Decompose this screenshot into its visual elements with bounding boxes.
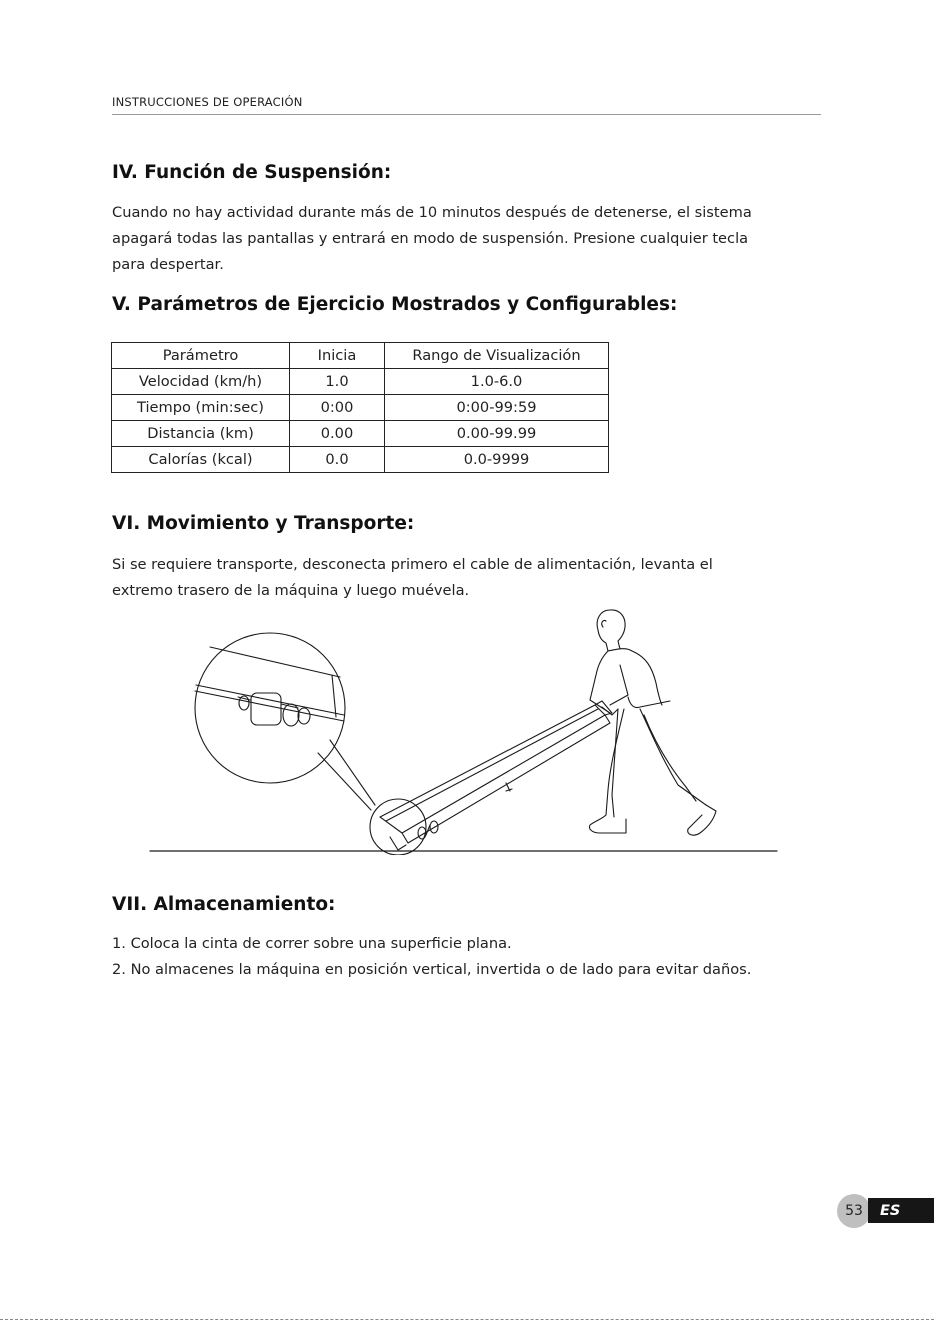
table-header-cell: Parámetro (112, 343, 290, 369)
table-cell: Distancia (km) (112, 421, 290, 447)
suspension-line: apagará todas las pantallas y entrará en modo de suspensión. Presione cualquier tecla (112, 230, 749, 247)
table-cell: 0.00 (290, 421, 385, 447)
person-moving-treadmill-illustration (140, 605, 785, 855)
table-cell: Tiempo (min:sec) (112, 395, 290, 421)
table-row (112, 369, 609, 395)
language-tab: ES (868, 1198, 934, 1223)
storage-list-item: 1. Coloca la cinta de correr sobre una superficie plana. (112, 935, 512, 952)
table-row (112, 447, 609, 473)
table-cell: Calorías (kcal) (112, 447, 290, 473)
suspension-line: para despertar. (112, 256, 224, 273)
suspension-paragraph (112, 200, 752, 278)
transport-line: Si se requiere transporte, desconecta primero el cable de alimentación, levanta el (112, 556, 713, 573)
table-header-row (112, 343, 609, 369)
table-row (112, 395, 609, 421)
table-cell: 0:00 (290, 395, 385, 421)
storage-list-item: 2. No almacenes la máquina en posición vertical, invertida o de lado para evitar daños. (112, 961, 752, 978)
section-title-transport: VI. Movimiento y Transporte: (112, 513, 415, 534)
table-cell: 0:00-99:59 (385, 395, 609, 421)
section-title-suspension: IV. Función de Suspensión: (112, 162, 392, 183)
wheel-detail-magnifier (195, 633, 375, 810)
table-cell: Velocidad (km/h) (112, 369, 290, 395)
transport-line: extremo trasero de la máquina y luego muévela. (112, 582, 470, 599)
section-title-storage: VII. Almacenamiento: (112, 894, 336, 915)
person-figure (589, 610, 716, 835)
running-header: INSTRUCCIONES DE OPERACIÓN (112, 95, 821, 115)
storage-list (112, 931, 751, 983)
table-row (112, 421, 609, 447)
section-title-parameters: V. Parámetros de Ejercicio Mostrados y Configurables: (112, 294, 678, 315)
table-cell: 1.0 (290, 369, 385, 395)
table-header-cell: Rango de Visualización (385, 343, 609, 369)
parameters-table (111, 342, 609, 473)
treadmill-deck (380, 701, 612, 850)
table-cell: 0.0 (290, 447, 385, 473)
table-cell: 0.00-99.99 (385, 421, 609, 447)
suspension-line: Cuando no hay actividad durante más de 10 minutos después de detenerse, el sistema (112, 204, 752, 221)
table-cell: 1.0-6.0 (385, 369, 609, 395)
table-cell: 0.0-9999 (385, 447, 609, 473)
page-edge-rule (0, 1319, 934, 1320)
table-header-cell: Inicia (290, 343, 385, 369)
transport-paragraph (112, 552, 713, 604)
page-number-badge: 53 (837, 1194, 871, 1228)
